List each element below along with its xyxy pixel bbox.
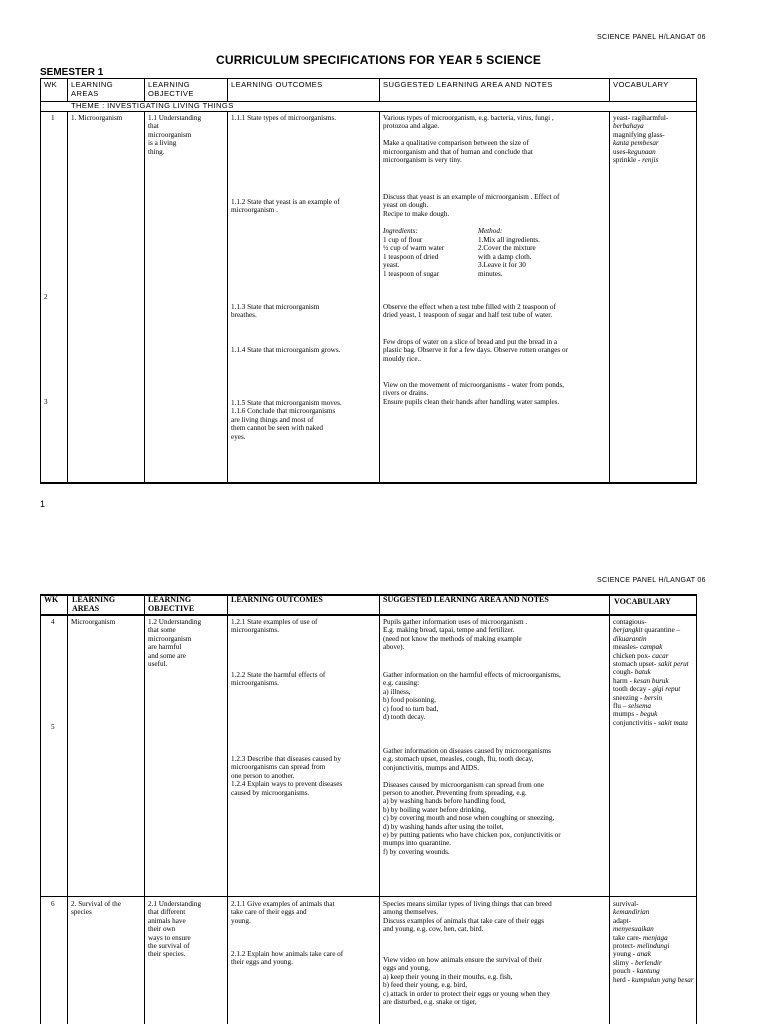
header-learning-objective: LEARNING OBJECTIVE: [148, 80, 194, 98]
vocab-meaning: kantung: [636, 967, 660, 976]
vocab-term: protect-: [613, 942, 638, 951]
vocabulary-list: [613, 618, 695, 727]
vocab-term: sprinkle -: [613, 156, 643, 165]
vocab-meaning: anak: [636, 950, 651, 959]
vocab-term: slimy -: [613, 958, 635, 967]
suggested-note: Species means similar types of living things that can breed among themselves. Discuss examples of animals that take care of their eggs and young, e.g. cow, hen, cat, bird.: [383, 900, 552, 934]
ingredients-label: Ingredients:: [383, 227, 418, 235]
header-vocabulary: VOCABULARY: [613, 80, 669, 89]
vocab-meaning: kanta pembesar: [613, 139, 659, 148]
learning-outcome: 1.1.3 State that microorganism breathes.: [231, 303, 320, 320]
vocab-term: sneezing -: [613, 693, 645, 702]
vocab-term: adapt-: [613, 916, 631, 925]
ingredients-list: 1 cup of flour ½ cup of warm water 1 teaspoon of dried yeast. 1 teaspoon of sugar: [383, 236, 445, 278]
vocab-term: chicken pox-: [613, 651, 653, 660]
learning-outcome: 1.1.4 State that microorganism grows.: [231, 346, 341, 354]
header-wk: WK: [44, 595, 59, 604]
learning-outcome: 1.1.1 State types of microorganisms.: [231, 114, 337, 122]
suggested-note: Few drops of water on a slice of bread and put the bread in a plastic bag. Observe it for a few days. Observe rotten oranges or mouldy rice..: [383, 338, 569, 363]
suggested-note: Discuss that yeast is an example of microorganism . Effect of yeast on dough. Recipe to make dough.: [383, 193, 560, 218]
learning-area: Microorganism: [71, 618, 116, 626]
vocab-term: mumps -: [613, 710, 641, 719]
vocab-term: take care-: [613, 933, 643, 942]
suggested-note: Pupils gather information uses of microorganism . E.g. making bread, tapai, tempe and fertilizer. (need not know the methods of making example above).: [383, 618, 528, 652]
learning-outcome: 2.1.1 Give examples of animals that take care of their eggs and young.: [231, 900, 335, 925]
header-suggested-notes: SUGGESTED LEARNING AREA AND NOTES: [383, 595, 549, 604]
header-learning-outcomes: LEARNING OUTCOMES: [231, 80, 323, 89]
learning-outcome: 1.1.5 State that microorganism moves. 1.1.6 Conclude that microorganisms are living things and most of them cannot be seen with naked eyes.: [231, 399, 342, 441]
panel-label: SCIENCE PANEL H/LANGAT 06: [597, 577, 706, 584]
semester-label: SEMESTER 1: [40, 67, 104, 78]
vocab-meaning: beguk: [640, 710, 658, 719]
header-learning-areas: LEARNING AREAS: [72, 595, 116, 613]
learning-outcome: 2.1.2 Explain how animals take care of their eggs and young.: [231, 950, 344, 967]
vocab-term: quarantine –: [644, 626, 681, 635]
vocab-term: herd -: [613, 975, 632, 984]
vocab-term: contagious-: [613, 618, 647, 626]
learning-objective: 2.1 Understanding that different animals have their own ways to ensure the survival of their species.: [148, 900, 202, 959]
vocab-meaning: kumpulan yang besar: [631, 975, 694, 984]
vocab-term: flu –: [613, 702, 629, 711]
header-learning-areas: LEARNING AREAS: [71, 80, 114, 98]
vocab-term: conjunctivitis -: [613, 718, 659, 727]
vocab-term: magnifying glass-: [613, 130, 665, 139]
method-label: Method:: [478, 227, 503, 235]
vocab-term: yeast- ragi: [613, 114, 644, 122]
suggested-note: Gather information on diseases caused by microorganisms e.g. stomach upset, measles, cough, flu, tooth decay, conjunctivitis, mumps and AIDS. Diseases caused by microorganism can spread from one person to another. Preventing from spreading, e.g. a) by washing hands before handling food, b) by boiling water before drinking, c) by covering mouth and nose when coughing or sneezing, d) by washing hands after using the toilet, e) by putting patients who have chicken pox, conjunctivitis or mumps into quarantine. f) by covering wounds.: [383, 747, 561, 856]
vocab-meaning: melindungi: [637, 942, 670, 951]
week-number: 4: [51, 618, 55, 626]
learning-outcome: 1.2.2 State the harmful effects of microorganisms.: [231, 671, 326, 688]
learning-area: 2. Survival of the species: [71, 900, 121, 917]
vocab-meaning: batuk: [634, 668, 651, 677]
vocab-term: pouch -: [613, 967, 637, 976]
learning-objective: 1.1 Understanding that microorganism is a living thing.: [148, 114, 202, 156]
vocab-term: uses-: [613, 147, 628, 156]
vocab-meaning: menyesuaikan: [613, 925, 654, 934]
vocab-meaning: menjaga: [642, 933, 668, 942]
vocabulary-list: [613, 900, 695, 984]
vocab-meaning: gigi reput: [652, 685, 681, 694]
vocab-meaning: kemandirian: [613, 908, 650, 917]
suggested-note: Gather information on the harmful effects of microorganisms, e.g. causing: a) illness, b) food poisoning, c) food to turn bad, d) tooth decay.: [383, 671, 561, 722]
suggested-note: View video on how animals ensure the survival of their eggs and young, a) keep their young in their mouths, e.g. fish, b) feed their young, e.g. bird, c) attack in order to protect their eggs or young when they are disturbed, e.g. snake or tiger,: [383, 956, 551, 1007]
vocab-meaning: berbahaya: [613, 122, 644, 131]
vocab-meaning: berjangkit: [613, 626, 643, 635]
header-wk: WK: [44, 80, 58, 89]
learning-area: 1. Microorganism: [71, 114, 123, 122]
vocab-term: harmful-: [643, 114, 669, 122]
week-number: 1: [51, 114, 55, 122]
vocabulary-list: [613, 114, 695, 164]
learning-objective: 1.2 Understanding that some microorganism are harmful and some are useful.: [148, 618, 202, 669]
page-number: 1: [40, 499, 46, 509]
vocab-meaning: campak: [639, 643, 663, 652]
header-suggested-notes: SUGGESTED LEARNING AREA AND NOTES: [383, 80, 553, 89]
learning-outcome: 1.2.3 Describe that diseases caused by microorganisms can spread from one person to another. 1.2.4 Explain ways to prevent diseases caused by microorganisms.: [231, 755, 343, 797]
vocab-term: measles-: [613, 643, 640, 652]
week-number: 6: [51, 900, 55, 908]
vocab-term: tooth decay -: [613, 685, 653, 694]
vocab-meaning: sakit perut: [658, 660, 689, 669]
method-list: 1.Mix all ingredients. 2.Cover the mixture with a damp cloth. 3.Leave it for 30 minutes.: [478, 236, 540, 278]
theme-label: THEME : INVESTIGATING LIVING THINGS: [71, 101, 234, 110]
vocab-term: harm -: [613, 676, 634, 685]
page-title: CURRICULUM SPECIFICATIONS FOR YEAR 5 SCIENCE: [216, 53, 542, 67]
learning-outcome: 1.1.2 State that yeast is an example of microorganism .: [231, 198, 340, 215]
week-number: 3: [44, 398, 48, 406]
vocab-term: survival-: [613, 900, 639, 908]
vocab-term: stomach upset-: [613, 660, 659, 669]
header-learning-objective: LEARNING OBJECTIVE: [148, 595, 195, 613]
header-learning-outcomes: LEARNING OUTCOMES: [231, 595, 323, 604]
vocab-meaning: kegunaan: [627, 147, 656, 156]
vocab-term: young -: [613, 950, 637, 959]
vocab-meaning: sakit mata: [658, 718, 688, 727]
vocab-meaning: selsema: [628, 702, 651, 711]
vocab-meaning: cacar: [652, 651, 669, 660]
vocab-meaning: bersin: [644, 693, 663, 702]
vocab-meaning: berlendir: [634, 958, 662, 967]
suggested-note: View on the movement of microorganisms - water from ponds, rivers or drains. Ensure pupils clean their hands after handling water samples.: [383, 381, 565, 406]
suggested-note: Various types of microorganism, e.g. bacteria, virus, fungi , protozoa and algae. Make a qualitative comparison between the size of microorganism and that of human and conclude that microorganism is very tiny.: [383, 114, 554, 165]
panel-label: SCIENCE PANEL H/LANGAT 06: [597, 34, 706, 41]
week-number: 2: [44, 293, 48, 301]
learning-outcome: 1.2.1 State examples of use of microorganisms.: [231, 618, 318, 635]
vocab-meaning: renjis: [642, 156, 659, 165]
header-vocabulary: VOCABULARY: [614, 597, 671, 606]
vocab-term: cough-: [613, 668, 635, 677]
week-number: 5: [51, 723, 55, 731]
suggested-note: Observe the effect when a test tube filled with 2 teaspoon of dried yeast, 1 teaspoon of sugar and half test tube of water.: [383, 303, 556, 320]
vocab-meaning: kesan buruk: [633, 676, 669, 685]
vocab-meaning: dikuarantin: [613, 634, 647, 643]
